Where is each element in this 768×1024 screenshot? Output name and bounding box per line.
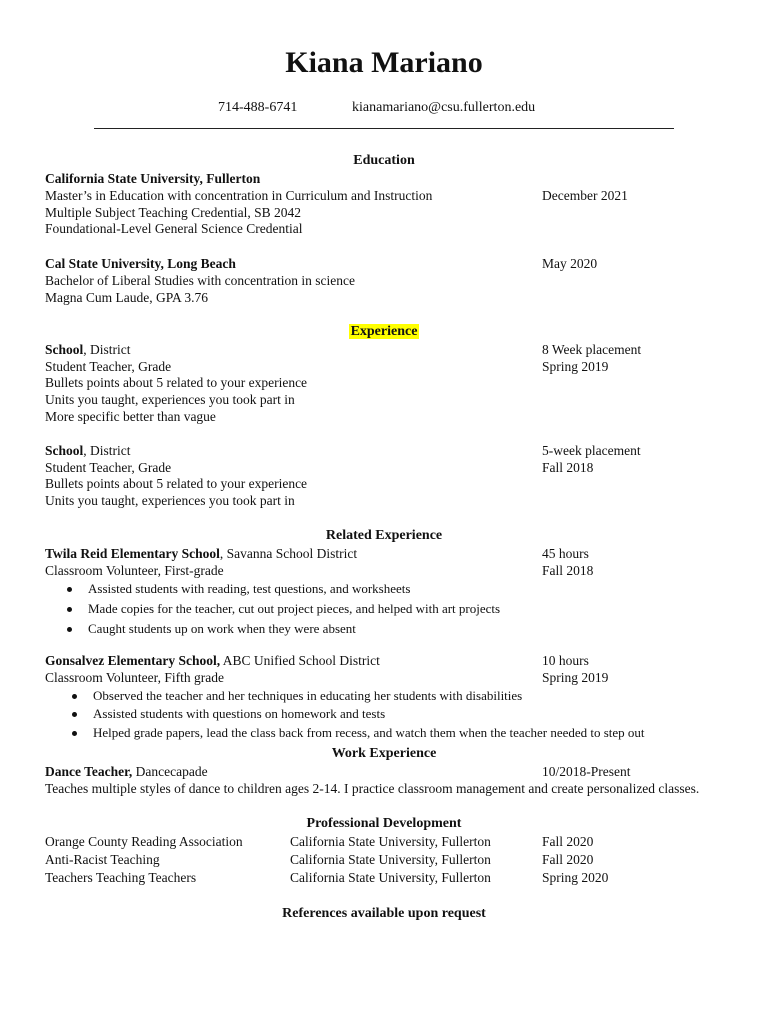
exp1-line-1: Bullets points about 5 related to your experience	[45, 375, 308, 390]
work-dates: 10/2018-Present	[542, 764, 631, 779]
exp2-title	[45, 443, 131, 459]
dev-row-1-institution: California State University, Fullerton	[290, 834, 491, 849]
related-heading: Related Experience	[325, 528, 443, 543]
rel1-bullet-1	[67, 581, 410, 597]
education-heading: Education	[353, 153, 415, 168]
rel1-school: Twila Reid Elementary School	[45, 546, 220, 561]
work-title	[45, 764, 208, 780]
bullet-icon	[72, 712, 77, 717]
dev-row-3-course: Teachers Teaching Teachers	[45, 870, 197, 885]
bullet-icon	[67, 627, 72, 632]
rel2-role: Classroom Volunteer, Fifth grade	[45, 670, 224, 685]
dev-row-2-institution: California State University, Fullerton	[290, 852, 491, 867]
rel2-school: Gonsalvez Elementary School,	[45, 653, 221, 668]
rel1-bullet-1-text: Assisted students with reading, test questions, and worksheets	[88, 581, 411, 596]
rel2-hours: 10 hours	[542, 653, 589, 668]
dev-row-3-institution: California State University, Fullerton	[290, 870, 491, 885]
rel2-title	[45, 653, 380, 669]
rel2-district: ABC Unified School District	[220, 653, 380, 668]
rel1-hours: 45 hours	[542, 546, 589, 561]
rel1-bullet-3	[67, 621, 356, 637]
bullet-icon	[67, 587, 72, 592]
rel2-bullet-3-text: Helped grade papers, lead the class back from recess, and watch them when the teacher needed to step out	[93, 725, 645, 740]
work-description: Teaches multiple styles of dance to children ages 2-14. I practice classroom management and create personalized classes.	[45, 781, 700, 796]
rel1-term: Fall 2018	[542, 563, 594, 578]
edu2-line-1: Bachelor of Liberal Studies with concentration in science	[45, 273, 356, 288]
exp1-school: School	[45, 342, 84, 357]
rel2-bullet-1-text: Observed the teacher and her techniques in educating her students with disabilities	[93, 688, 523, 703]
edu2-line-2: Magna Cum Laude, GPA 3.76	[45, 290, 208, 305]
dev-row-1-term: Fall 2020	[542, 834, 594, 849]
rel1-title	[45, 546, 357, 562]
dev-row-2-course: Anti-Racist Teaching	[45, 852, 160, 867]
exp2-term: Fall 2018	[542, 460, 594, 475]
rel2-bullet-3	[72, 725, 645, 741]
rel2-bullet-2-text: Assisted students with questions on homework and tests	[93, 706, 386, 721]
work-heading: Work Experience	[331, 746, 437, 761]
experience-heading	[0, 324, 768, 340]
exp1-district: , District	[83, 342, 131, 357]
experience-heading-text: Experience	[350, 324, 418, 339]
work-role: Dance Teacher,	[45, 764, 133, 779]
work-employer: Dancecapade	[132, 764, 208, 779]
exp2-line-2: Units you taught, experiences you took part in	[45, 493, 295, 508]
rel1-district: , Savanna School District	[219, 546, 358, 561]
exp1-role: Student Teacher, Grade	[45, 359, 172, 374]
dev-row-3-term: Spring 2020	[542, 870, 609, 885]
exp2-role: Student Teacher, Grade	[45, 460, 172, 475]
header-divider	[94, 128, 674, 129]
exp1-line-2: Units you taught, experiences you took part in	[45, 392, 295, 407]
development-heading: Professional Development	[306, 816, 462, 831]
edu1-line-1: Master’s in Education with concentration in Curriculum and Instruction	[45, 188, 433, 203]
edu1-date: December 2021	[542, 188, 628, 203]
dev-row-2-term: Fall 2020	[542, 852, 594, 867]
exp1-line-3: More specific better than vague	[45, 409, 216, 424]
rel1-role: Classroom Volunteer, First-grade	[45, 563, 224, 578]
dev-row-1-course: Orange County Reading Association	[45, 834, 243, 849]
exp1-term: Spring 2019	[542, 359, 609, 374]
exp2-district: , District	[83, 443, 131, 458]
edu1-school: California State University, Fullerton	[45, 171, 261, 186]
exp2-line-1: Bullets points about 5 related to your experience	[45, 476, 308, 491]
phone-number: 714-488-6741	[218, 100, 298, 115]
edu1-line-3: Foundational-Level General Science Credential	[45, 221, 303, 236]
bullet-icon	[72, 731, 77, 736]
rel1-bullet-2-text: Made copies for the teacher, cut out project pieces, and helped with art projects	[88, 601, 501, 616]
exp2-school: School	[45, 443, 84, 458]
bullet-icon	[67, 607, 72, 612]
references-note: References available upon request	[282, 906, 486, 921]
email-address: kianamariano@csu.fullerton.edu	[352, 100, 536, 115]
rel2-bullet-1	[72, 688, 522, 704]
rel1-bullet-3-text: Caught students up on work when they were absent	[88, 621, 356, 636]
exp1-title	[45, 342, 131, 358]
edu2-school: Cal State University, Long Beach	[45, 256, 236, 271]
rel2-term: Spring 2019	[542, 670, 609, 685]
exp2-placement: 5-week placement	[542, 443, 641, 458]
exp1-placement: 8 Week placement	[542, 342, 642, 357]
rel1-bullet-2	[67, 601, 500, 617]
edu2-date: May 2020	[542, 256, 598, 271]
resume-name: Kiana Mariano	[285, 46, 483, 79]
bullet-icon	[72, 694, 77, 699]
edu1-line-2: Multiple Subject Teaching Credential, SB 2042	[45, 205, 302, 220]
rel2-bullet-2	[72, 706, 385, 722]
